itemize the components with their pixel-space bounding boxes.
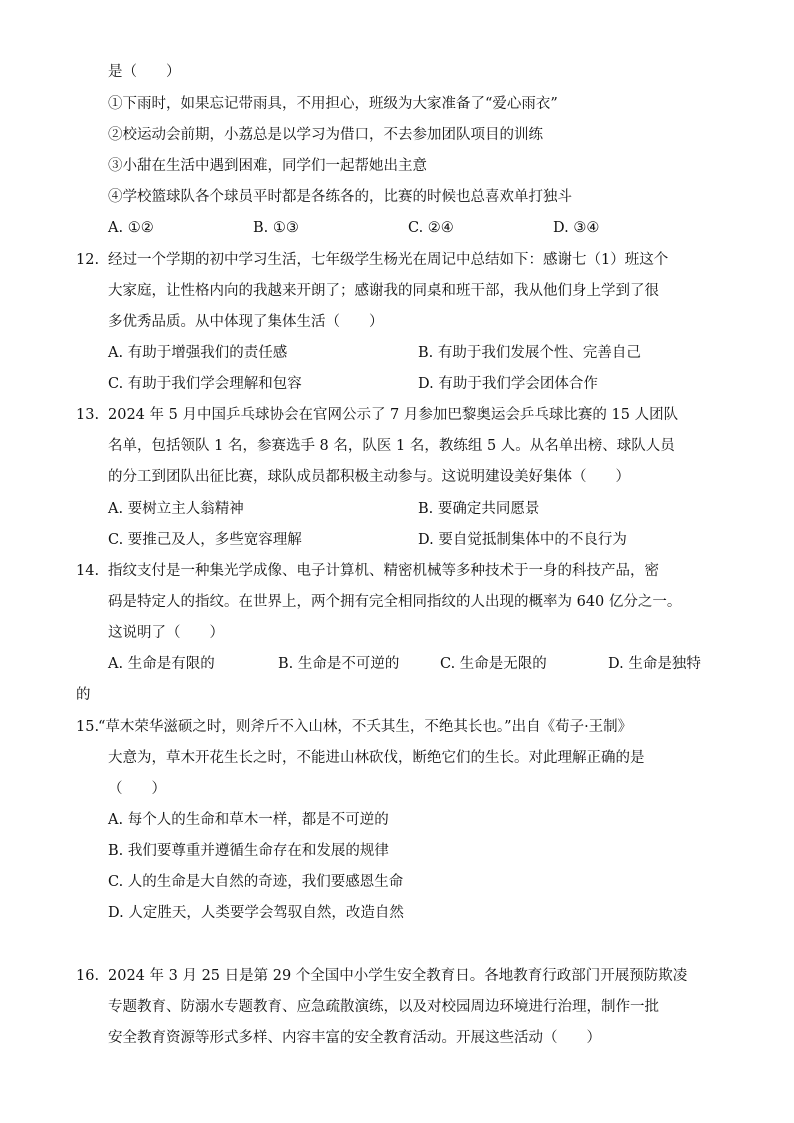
q15-option-a: A. 每个人的生命和草木一样，都是不可逆的 [108,812,389,828]
q13-stem-2: 名单，包括领队 1 名，参赛选手 8 名，队医 1 名，教练组 5 人。从名单出榜、球队人员 [108,438,675,454]
q13-option-c: C. 要推己及人，多些宽容理解 [108,532,302,548]
q16-stem-3: 安全教育资源等形式多样、内容丰富的安全教育活动。开展这些活动（ ） [108,1030,601,1046]
q11-option-c: C. ②④ [408,220,454,236]
q13-option-a: A. 要树立主人翁精神 [108,501,244,517]
q13-stem-1: 2024 年 5 月中国乒乓球协会在官网公示了 7 月参加巴黎奥运会乒乓球比赛的 15 人团队 [108,407,679,423]
q12-stem-1: 经过一个学期的初中学习生活，七年级学生杨光在周记中总结如下：感谢七（1）班这个 [108,252,669,268]
q14-option-a: A. 生命是有限的 [108,656,215,672]
q11-stem-tail: 是（ ） [108,64,181,80]
q14-stem-3: 这说明了（ ） [108,625,224,641]
q15-option-c: C. 人的生命是大自然的奇迹，我们要感恩生命 [108,874,404,890]
q14-number: 14. [76,563,100,579]
q13-number: 13. [76,407,100,423]
q12-stem-2: 大家庭，让性格内向的我越来开朗了；感谢我的同桌和班干部，我从他们身上学到了很 [108,283,659,299]
q11-option-b: B. ①③ [253,220,299,236]
q16-number: 16. [76,968,100,984]
q12-number: 12. [76,252,100,268]
q12-option-d: D. 有助于我们学会团体合作 [418,376,598,392]
q16-stem-1: 2024 年 3 月 25 日是第 29 个全国中小学生安全教育日。各地教育行政部门开展预防欺凌 [108,968,688,984]
q12-stem-3: 多优秀品质。从中体现了集体生活（ ） [108,314,384,330]
q11-option-d: D. ③④ [553,220,600,236]
q11-item-1: ①下雨时，如果忘记带雨具，不用担心，班级为大家准备了“爱心雨衣” [108,96,558,112]
q13-stem-3: 的分工到团队出征比赛，球队成员都积极主动参与。这说明建设美好集体（ ） [108,469,630,485]
q14-stem-1: 指纹支付是一种集光学成像、电子计算机、精密机械等多种技术于一身的科技产品，密 [108,563,659,579]
q16-stem-2: 专题教育、防溺水专题教育、应急疏散演练，以及对校园周边环境进行治理，制作一批 [108,999,659,1015]
q14-stem-2: 码是特定人的指纹。在世界上，两个拥有完全相同指纹的人出现的概率为 640 亿分之一。 [108,594,682,610]
q12-option-a: A. 有助于增强我们的责任感 [108,345,288,361]
q11-option-a: A. ①② [108,220,154,236]
q15-number: 15. [76,719,100,735]
q12-option-c: C. 有助于我们学会理解和包容 [108,376,302,392]
q15-stem-3: （ ） [108,781,166,797]
q11-item-3: ③小甜在生活中遇到困难，同学们一起帮她出主意 [108,158,427,174]
q14-option-d: D. 生命是独特 [608,656,701,672]
q13-option-b: B. 要确定共同愿景 [418,501,540,517]
q13-option-d: D. 要自觉抵制集体中的不良行为 [418,532,627,548]
q14-option-b: B. 生命是不可逆的 [278,656,400,672]
q11-item-4: ④学校篮球队各个球员平时都是各练各的，比赛的时候也总喜欢单打独斗 [108,189,572,205]
q14-option-d-wrap: 的 [76,687,91,703]
q11-item-2: ②校运动会前期，小荔总是以学习为借口，不去参加团队项目的训练 [108,127,543,143]
q12-option-b: B. 有助于我们发展个性、完善自己 [418,345,641,361]
q15-option-b: B. 我们要尊重并遵循生命存在和发展的规律 [108,843,389,859]
q14-option-c: C. 生命是无限的 [440,656,547,672]
q15-stem-2: 大意为，草木开花生长之时，不能进山林砍伐，断绝它们的生长。对此理解正确的是 [108,750,645,766]
q15-stem-1: “草木荣华滋硕之时，则斧斤不入山林，不夭其生，不绝其长也。”出自《荀子·王制》 [98,719,633,735]
q15-option-d: D. 人定胜天，人类要学会驾驭自然，改造自然 [108,905,404,921]
